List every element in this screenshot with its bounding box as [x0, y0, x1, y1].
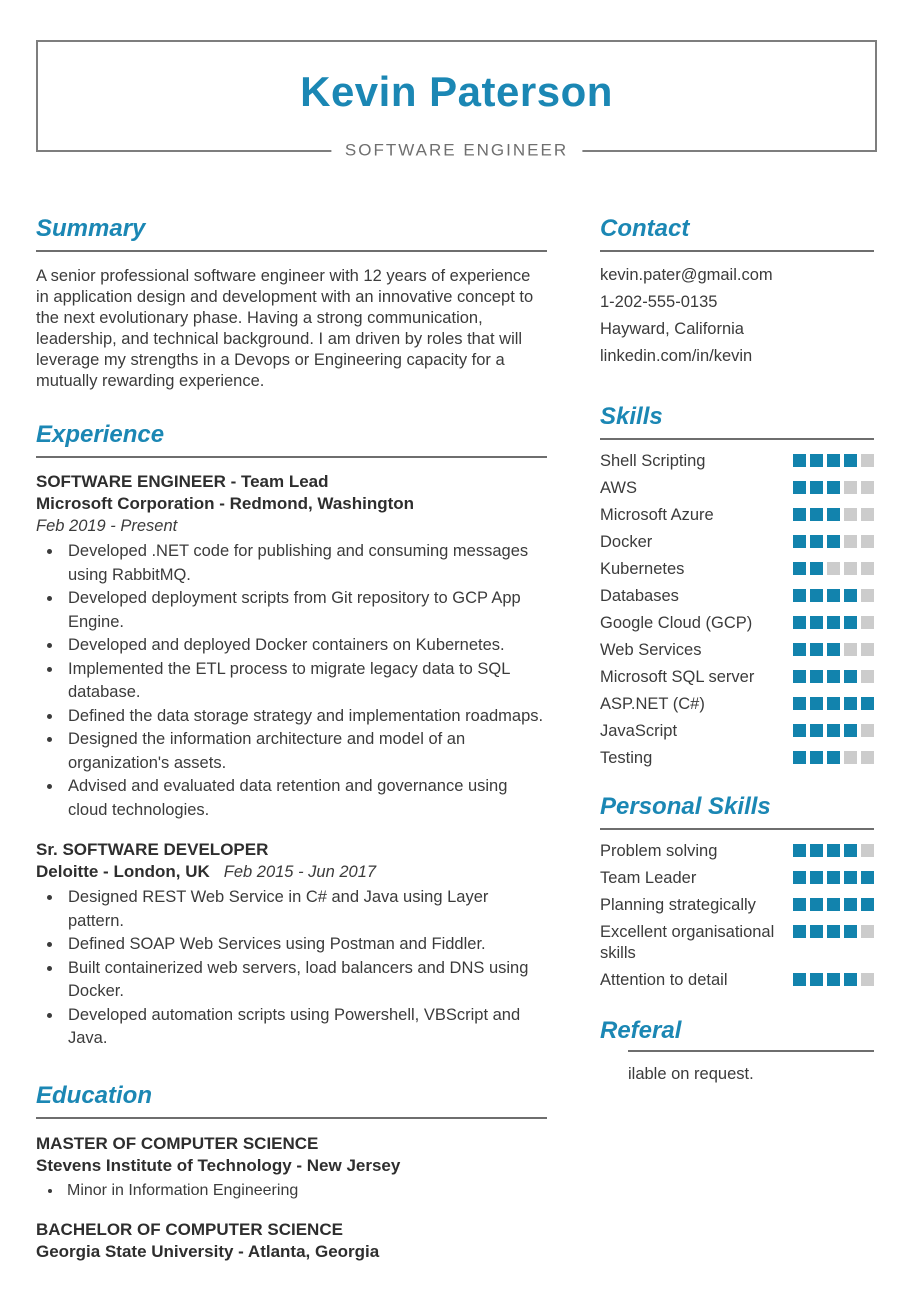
rating-square-filled	[810, 508, 823, 521]
skill-label: Team Leader	[600, 869, 697, 887]
rating-square-filled	[793, 871, 806, 884]
rating-square-empty	[844, 562, 857, 575]
job-bullet: • Designed the information architecture and model of an organization's assets.	[63, 728, 547, 775]
job-entry	[36, 839, 547, 1051]
skill-label: Microsoft Azure	[600, 506, 714, 524]
rating-square-empty	[861, 670, 874, 683]
rating-square-filled	[844, 973, 857, 986]
skill-row	[600, 892, 874, 919]
skill-row	[600, 745, 874, 772]
degree-bullet-list	[36, 1179, 547, 1202]
rating-square-filled	[844, 616, 857, 629]
job-bullet: • Built containerized web servers, load balancers and DNS using Docker.	[63, 957, 547, 1004]
skill-row	[600, 967, 874, 994]
job-bullet: • Developed deployment scripts from Git repository to GCP App Engine.	[63, 587, 547, 634]
skill-row	[600, 865, 874, 892]
rating-square-filled	[810, 844, 823, 857]
rating-square-filled	[810, 898, 823, 911]
skill-label: Excellent organisational skills	[600, 923, 775, 962]
rating-square-filled	[793, 844, 806, 857]
rating-square-filled	[861, 871, 874, 884]
personal-skills-heading: Personal Skills	[600, 792, 874, 830]
contact-heading: Contact	[600, 214, 874, 252]
degree-entry	[36, 1219, 547, 1263]
rating-square-empty	[844, 751, 857, 764]
rating-square-empty	[844, 643, 857, 656]
rating-square-filled	[844, 697, 857, 710]
rating-square-filled	[827, 751, 840, 764]
rating-square-filled	[827, 616, 840, 629]
skill-rating	[789, 481, 874, 494]
rating-square-filled	[827, 724, 840, 737]
rating-square-filled	[827, 481, 840, 494]
referal-heading: Referal	[600, 1017, 682, 1044]
skill-rating	[789, 925, 874, 938]
skill-row	[600, 556, 874, 583]
rating-square-filled	[844, 454, 857, 467]
rating-square-empty	[844, 508, 857, 521]
rating-square-empty	[861, 454, 874, 467]
skill-row	[600, 583, 874, 610]
experience-heading: Experience	[36, 420, 547, 458]
rating-square-filled	[810, 454, 823, 467]
section-education	[36, 1081, 547, 1263]
rating-square-filled	[810, 616, 823, 629]
rating-square-filled	[844, 925, 857, 938]
rating-square-empty	[844, 481, 857, 494]
candidate-title: SOFTWARE ENGINEER	[331, 139, 582, 161]
rating-square-empty	[861, 643, 874, 656]
skill-row	[600, 448, 874, 475]
left-column	[36, 214, 547, 1263]
job-company: Microsoft Corporation - Redmond, Washington	[36, 494, 415, 513]
rating-square-filled	[793, 724, 806, 737]
rating-square-filled	[793, 481, 806, 494]
education-heading: Education	[36, 1081, 547, 1119]
skill-row	[600, 502, 874, 529]
rating-square-filled	[810, 925, 823, 938]
rating-square-filled	[844, 898, 857, 911]
rating-square-filled	[844, 670, 857, 683]
skill-rating	[789, 508, 874, 521]
section-skills	[600, 402, 874, 772]
job-company	[36, 861, 547, 883]
rating-square-filled	[844, 724, 857, 737]
skill-rating	[789, 643, 874, 656]
header	[36, 40, 877, 160]
rating-square-empty	[861, 844, 874, 857]
rating-square-empty	[861, 616, 874, 629]
skill-label: AWS	[600, 479, 637, 497]
rating-square-filled	[827, 898, 840, 911]
rating-square-filled	[844, 844, 857, 857]
skill-row	[600, 838, 874, 865]
skill-rating	[789, 562, 874, 575]
rating-square-filled	[793, 562, 806, 575]
rating-square-filled	[810, 670, 823, 683]
rating-square-filled	[827, 871, 840, 884]
skill-row	[600, 475, 874, 502]
rating-square-filled	[793, 973, 806, 986]
rating-square-filled	[810, 697, 823, 710]
rating-square-filled	[810, 643, 823, 656]
skill-rows	[600, 448, 874, 772]
skill-row	[600, 919, 874, 967]
rating-square-filled	[810, 535, 823, 548]
job-bullet: • Developed automation scripts using Powershell, VBScript and Java.	[63, 1004, 547, 1051]
degree-school: Georgia State University - Atlanta, Georgia	[36, 1241, 380, 1261]
rating-square-empty	[861, 589, 874, 602]
skill-row	[600, 610, 874, 637]
rating-square-filled	[861, 898, 874, 911]
skill-rating	[789, 535, 874, 548]
rating-square-empty	[861, 751, 874, 764]
skill-label: Shell Scripting	[600, 452, 706, 470]
rating-square-filled	[793, 898, 806, 911]
rating-square-filled	[810, 871, 823, 884]
skill-label: Docker	[600, 533, 653, 551]
rating-square-empty	[861, 508, 874, 521]
job-dates: Feb 2015 - Jun 2017	[223, 863, 377, 881]
skill-label: Planning strategically	[600, 896, 756, 914]
contact-location: Hayward, California	[600, 320, 744, 338]
skill-label: Microsoft SQL server	[600, 668, 755, 686]
skill-row	[600, 718, 874, 745]
skill-row	[600, 691, 874, 718]
rating-square-empty	[861, 535, 874, 548]
skill-rating	[789, 751, 874, 764]
skill-rating	[789, 454, 874, 467]
job-bullet: • Designed REST Web Service in C# and Java using Layer pattern.	[63, 886, 547, 933]
skill-label: Google Cloud (GCP)	[600, 614, 753, 632]
degree-school: Stevens Institute of Technology - New Jersey	[36, 1155, 401, 1175]
skill-rating	[789, 589, 874, 602]
rating-square-empty	[827, 562, 840, 575]
skill-label: Kubernetes	[600, 560, 685, 578]
rating-square-empty	[861, 925, 874, 938]
section-personal-skills	[600, 792, 874, 994]
job-bullet-list	[36, 540, 547, 822]
referal-text: ilable on request.	[628, 1065, 754, 1083]
job-company-name: Deloitte - London, UK	[36, 862, 210, 881]
rating-square-filled	[827, 697, 840, 710]
job-dates: Feb 2019 - Present	[36, 517, 178, 535]
rating-square-filled	[793, 535, 806, 548]
rating-square-empty	[861, 973, 874, 986]
rating-square-filled	[827, 670, 840, 683]
rating-square-empty	[861, 481, 874, 494]
job-bullet-list	[36, 886, 547, 1051]
section-summary	[36, 214, 547, 392]
summary-heading: Summary	[36, 214, 547, 252]
skill-rating	[789, 973, 874, 986]
right-column	[600, 214, 874, 1085]
skill-row	[600, 664, 874, 691]
contact-linkedin: linkedin.com/in/kevin	[600, 347, 753, 365]
job-title: SOFTWARE ENGINEER - Team Lead	[36, 472, 329, 491]
section-referal	[600, 1016, 874, 1085]
personal-skill-rows	[600, 838, 874, 994]
skill-label: Attention to detail	[600, 971, 728, 989]
rating-square-filled	[827, 643, 840, 656]
skill-rating	[789, 898, 874, 911]
rating-square-empty	[844, 535, 857, 548]
job-title: Sr. SOFTWARE DEVELOPER	[36, 840, 269, 859]
skill-label: Testing	[600, 749, 653, 767]
rating-square-filled	[793, 643, 806, 656]
rating-square-filled	[810, 751, 823, 764]
degree-title: BACHELOR OF COMPUTER SCIENCE	[36, 1219, 343, 1239]
rating-square-filled	[793, 751, 806, 764]
skill-rating	[789, 616, 874, 629]
skill-rating	[789, 670, 874, 683]
job-entry	[36, 471, 547, 822]
rating-square-filled	[810, 562, 823, 575]
skill-label: Databases	[600, 587, 679, 605]
job-bullet: • Defined SOAP Web Services using Postman and Fiddler.	[63, 933, 547, 957]
skill-rating	[789, 844, 874, 857]
skill-rating	[789, 697, 874, 710]
rating-square-filled	[827, 589, 840, 602]
skill-label: Web Services	[600, 641, 702, 659]
rating-square-filled	[793, 925, 806, 938]
contact-email: kevin.pater@gmail.com	[600, 266, 773, 284]
job-bullet: • Advised and evaluated data retention and governance using cloud technologies.	[63, 775, 547, 822]
job-bullet: • Developed and deployed Docker containers on Kubernetes.	[63, 634, 547, 658]
rating-square-filled	[793, 454, 806, 467]
rating-square-filled	[827, 973, 840, 986]
candidate-name: Kevin Paterson	[300, 68, 613, 115]
rating-square-filled	[793, 670, 806, 683]
rating-square-filled	[844, 589, 857, 602]
rating-square-filled	[810, 724, 823, 737]
rating-square-filled	[827, 454, 840, 467]
rating-square-filled	[793, 508, 806, 521]
skill-label: JavaScript	[600, 722, 678, 740]
summary-text: A senior professional software engineer with 12 years of experience in application design and development with an innovative concept to the next evolutionary phase. Having a strong communication, leadership, and technical background. I am driven by roles that will leverage my strengths in a Devops or Engineering capacity for a mutually rewarding experience.	[36, 267, 534, 390]
rating-square-empty	[861, 562, 874, 575]
degree-bullet: • Minor in Information Engineering	[63, 1179, 547, 1202]
rating-square-filled	[810, 589, 823, 602]
degree-title: MASTER OF COMPUTER SCIENCE	[36, 1133, 319, 1153]
rating-square-filled	[810, 973, 823, 986]
rating-square-filled	[827, 535, 840, 548]
rating-square-filled	[827, 925, 840, 938]
skill-label: ASP.NET (C#)	[600, 695, 705, 713]
section-contact	[600, 214, 874, 370]
job-bullet: • Defined the data storage strategy and implementation roadmaps.	[63, 705, 547, 729]
skill-label: Problem solving	[600, 842, 718, 860]
rating-square-filled	[827, 508, 840, 521]
skill-row	[600, 529, 874, 556]
rating-square-filled	[793, 697, 806, 710]
rating-square-filled	[793, 616, 806, 629]
rating-square-filled	[810, 481, 823, 494]
skill-row	[600, 637, 874, 664]
contact-items	[600, 262, 874, 370]
rating-square-filled	[793, 589, 806, 602]
referal-rule	[628, 1050, 874, 1052]
skill-rating	[789, 871, 874, 884]
contact-phone: 1-202-555-0135	[600, 293, 718, 311]
skills-heading: Skills	[600, 402, 874, 440]
degree-entry	[36, 1133, 547, 1202]
rating-square-filled	[861, 697, 874, 710]
job-bullet: • Implemented the ETL process to migrate legacy data to SQL database.	[63, 658, 547, 705]
rating-square-filled	[844, 871, 857, 884]
job-bullet: • Developed .NET code for publishing and consuming messages using RabbitMQ.	[63, 540, 547, 587]
section-experience	[36, 420, 547, 1051]
rating-square-filled	[827, 844, 840, 857]
skill-rating	[789, 724, 874, 737]
rating-square-empty	[861, 724, 874, 737]
